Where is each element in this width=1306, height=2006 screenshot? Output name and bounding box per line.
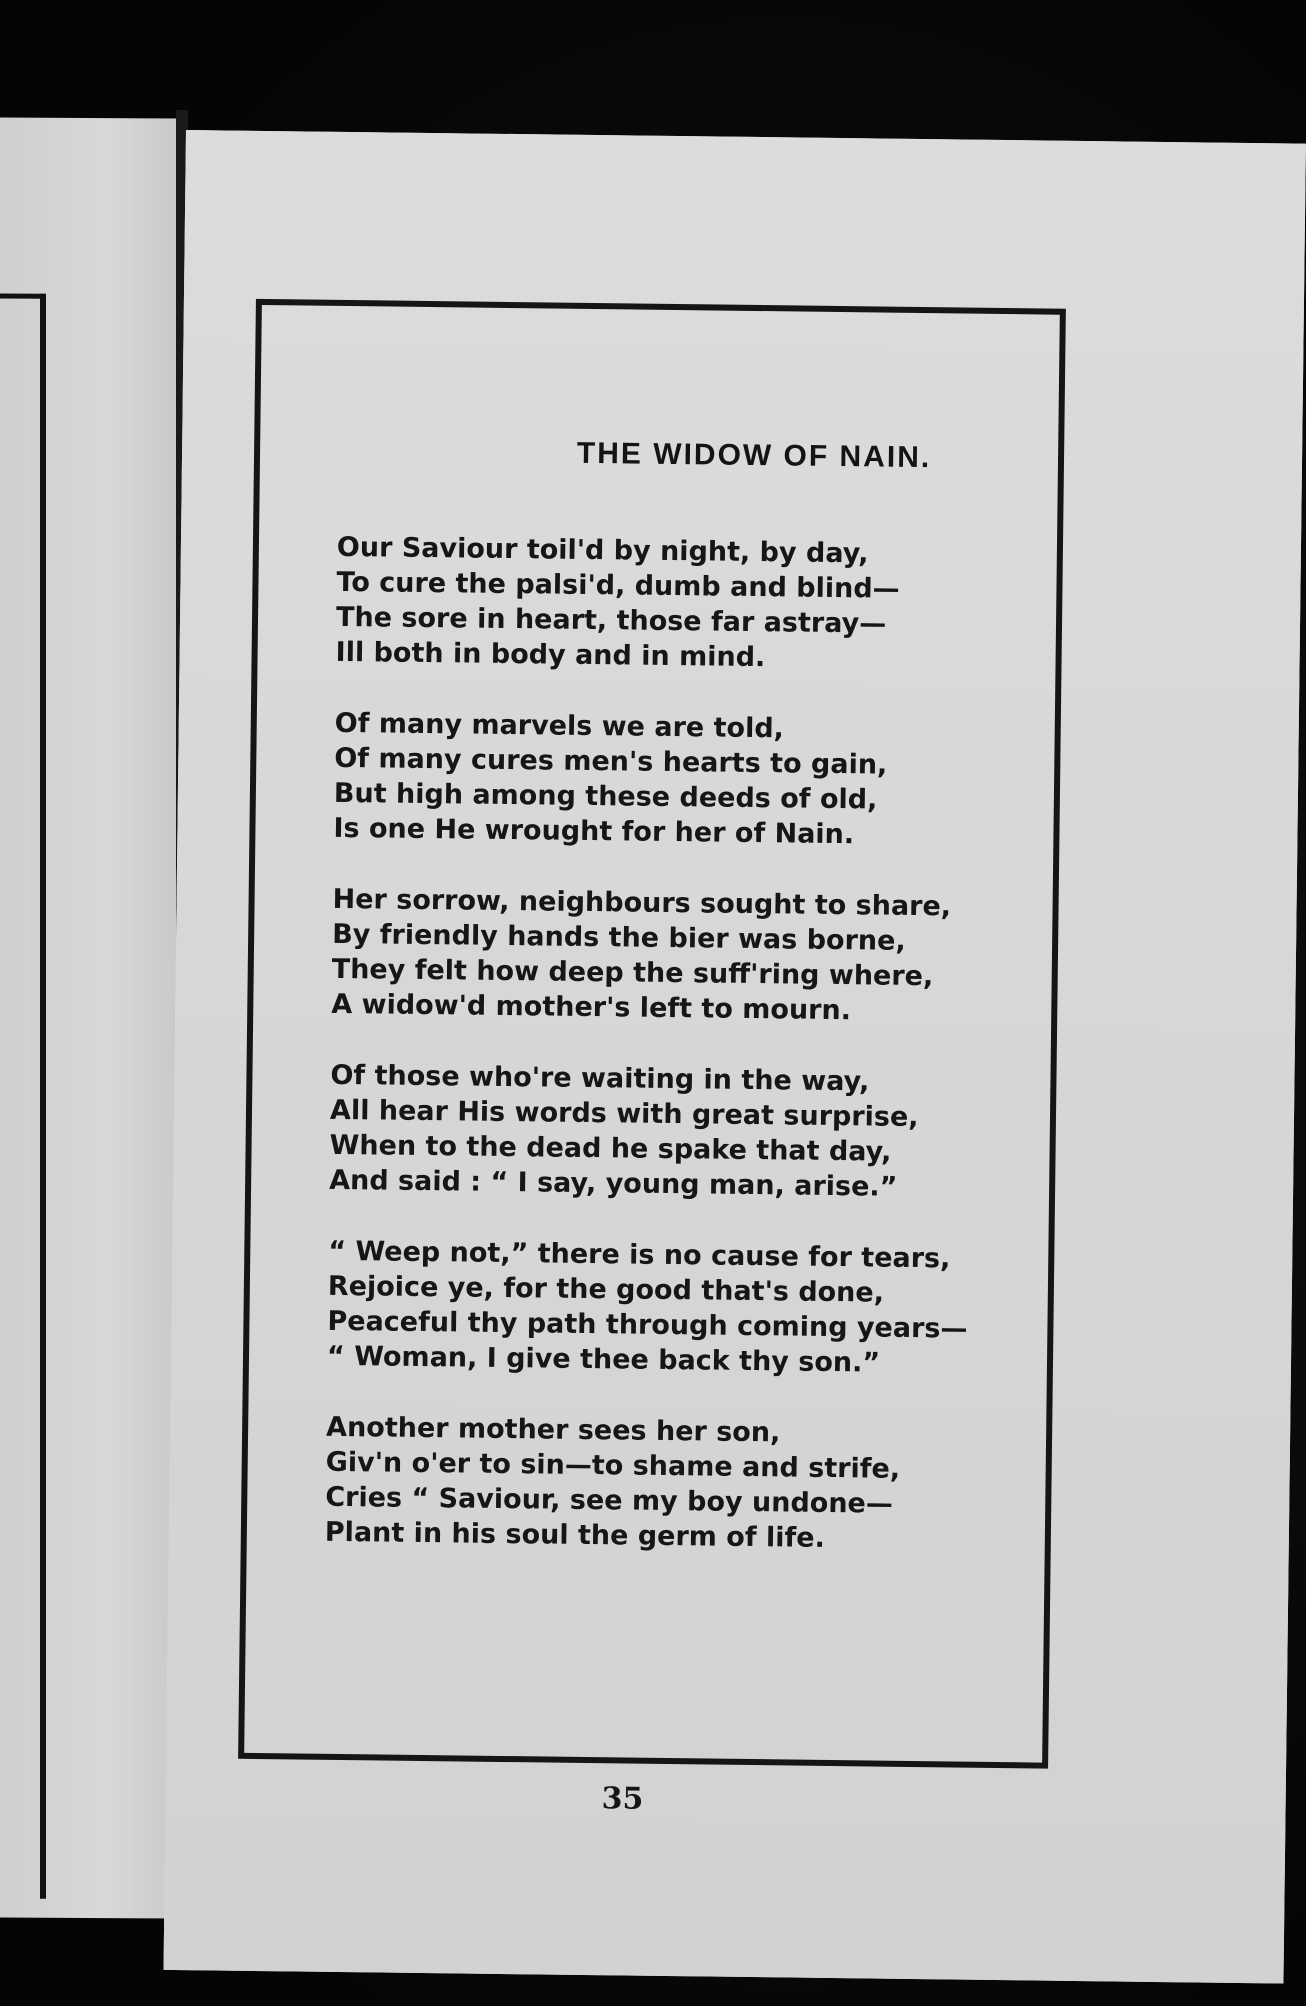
facing-page — [0, 118, 180, 1919]
poem-line: “ Weep not,” there is no cause for tears, — [328, 1235, 951, 1275]
poem-line: All hear His words with great surprise, — [329, 1094, 919, 1134]
stanza — [331, 882, 973, 1030]
poem-line: Giv'n o'er to sin—to shame and strife, — [325, 1446, 901, 1485]
poem-line: But high among these deeds of old, — [333, 777, 878, 816]
poem-line: Of many cures men's hearts to gain, — [334, 742, 888, 781]
stanza — [325, 1410, 967, 1558]
poem-title: THE WIDOW OF NAIN. — [576, 436, 932, 475]
stanza — [333, 706, 975, 854]
poem-line: To cure the palsi'd, dumb and blind— — [336, 566, 900, 605]
poem-line: Of those who're waiting in the way, — [330, 1059, 870, 1098]
poem-body — [324, 530, 977, 1594]
poem-line: A widow'd mother's left to mourn. — [331, 988, 852, 1027]
poem-line: Her sorrow, neighbours sought to share, — [332, 883, 952, 923]
stanza — [329, 1058, 971, 1206]
page-number: 35 — [601, 1781, 644, 1817]
poem-line: Peaceful thy path through coming years— — [327, 1305, 968, 1345]
poem-line: And said : “ I say, young man, arise.” — [328, 1164, 898, 1203]
poem-line: Of many marvels we are told, — [334, 707, 785, 745]
poem-line: Our Saviour toil'd by night, by day, — [336, 531, 869, 570]
poem-line: Rejoice ye, for the good that's done, — [327, 1270, 885, 1309]
poem-line: By friendly hands the bier was borne, — [331, 918, 906, 957]
stanza — [327, 1234, 969, 1382]
page-border-frame — [238, 299, 1066, 1769]
stanza — [335, 530, 977, 678]
poem-line: Plant in his soul the germ of life. — [324, 1516, 825, 1554]
poem-line: Another mother sees her son, — [325, 1411, 781, 1449]
poem-line: “ Woman, I give thee back thy son.” — [326, 1340, 881, 1379]
poem-line: When to the dead he spake that day, — [329, 1129, 892, 1168]
poem-line: The sore in heart, those far astray— — [335, 601, 887, 640]
poem-line: They felt how deep the suff'ring where, — [331, 953, 934, 993]
poem-line: Ill both in body and in mind. — [335, 636, 766, 674]
poem-line: Is one He wrought for her of Nain. — [333, 812, 855, 851]
book-page — [164, 130, 1306, 1984]
facing-page-border — [0, 294, 46, 1899]
poem-line: Cries “ Saviour, see my boy undone— — [325, 1481, 894, 1520]
